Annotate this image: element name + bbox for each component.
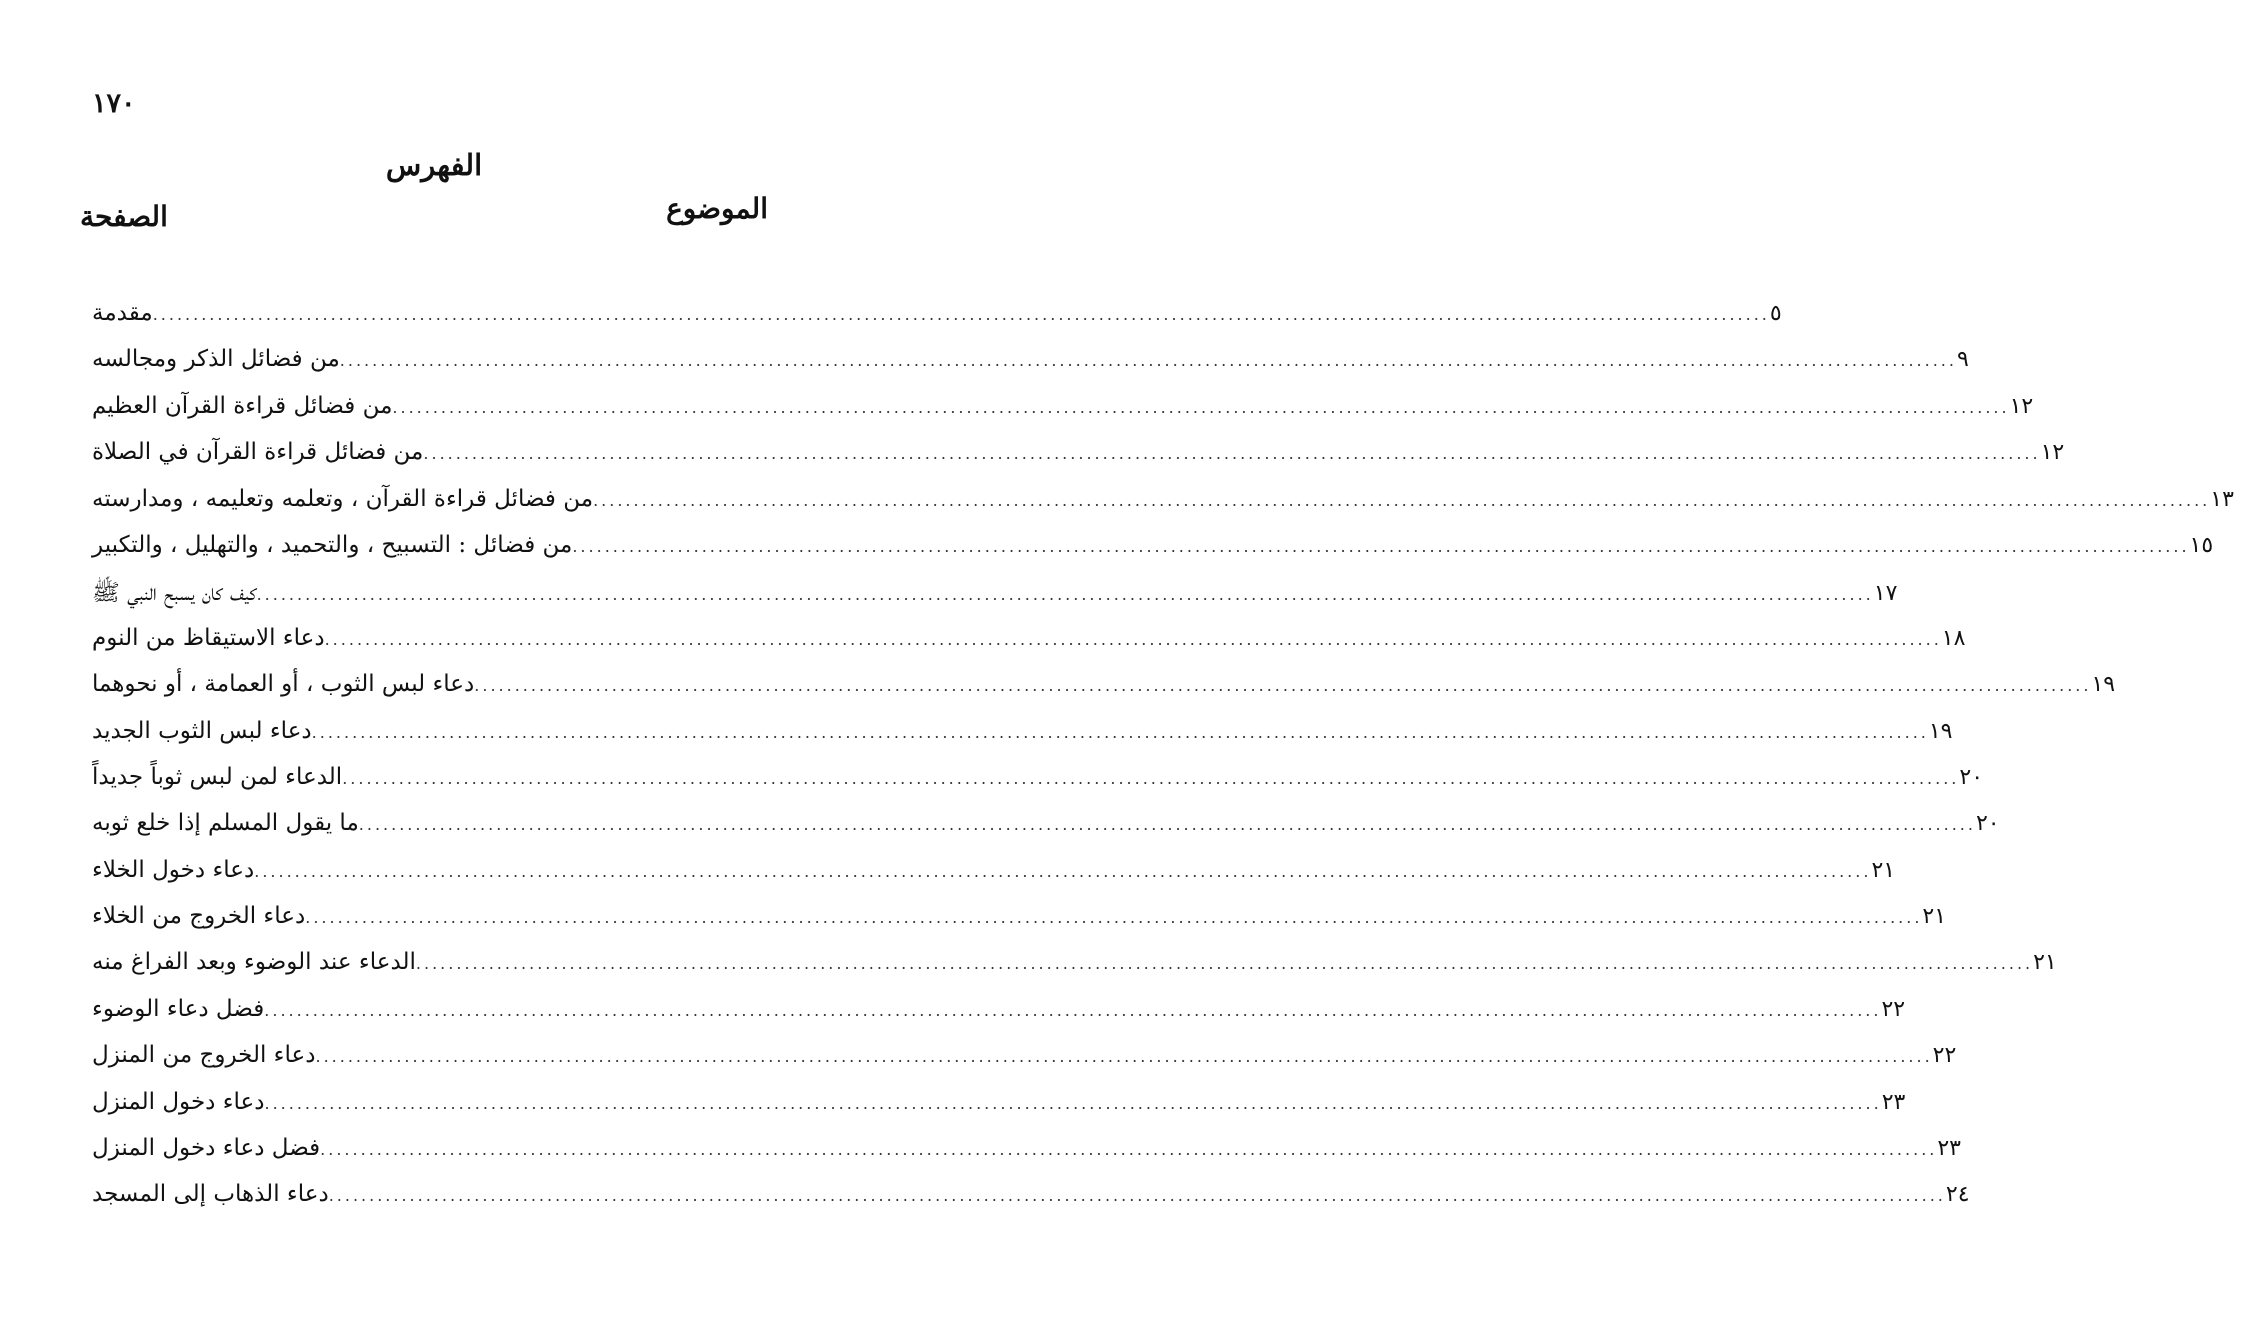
toc-entry-title: دعاء الخروج من المنزل [92,1042,316,1069]
toc-entry-page: ٩ [1956,347,1969,373]
toc-entry [82,995,1906,1042]
leader-dots: ........................................................................................................................................................................................................ [305,908,1923,928]
toc-entry-page: ٢٠ [1975,811,2000,837]
leader-dots: ........................................................................................................................................................................................................ [264,1093,1882,1113]
toc-entry [82,1181,1970,1227]
toc-entry-title: فضل دعاء الوضوء [92,995,265,1022]
toc-entry-title: دعاء دخول الخلاء [92,856,255,883]
leader-dots: ........................................................................................................................................................................................................ [593,490,2211,510]
toc-entry-title: دعاء الاستيقاظ من النوم [92,624,325,651]
toc-entry [82,624,1966,671]
toc-entry-page: ٢٣ [1881,1089,1906,1115]
page-number: ١٧٠ [92,88,136,119]
toc-entry [82,763,1984,810]
leader-dots: ........................................................................................................................................................................................................ [264,1000,1882,1020]
toc-entry [82,439,2065,485]
toc-entry-title: فضل دعاء دخول المنزل [92,1135,321,1162]
toc-entry-title: دعاء لبس الثوب ، أو العمامة ، أو نحوهما [92,671,475,698]
toc-entry [82,717,1953,764]
toc-entry [82,856,1896,903]
leader-dots: ........................................................................................................................................................................................................ [254,861,1872,881]
toc-entry [82,903,1947,949]
toc-entry-page: ١٨ [1941,625,1966,651]
leader-dots: ........................................................................................................................................................................................................ [342,768,1960,788]
toc-entry [82,671,2116,717]
toc-entry-title: دعاء لبس الثوب الجديد [92,717,312,744]
leader-dots: ........................................................................................................................................................................................................ [152,305,1770,324]
topic-column-header: الموضوع [666,192,768,225]
toc-entry-page: ٥ [1769,301,1782,326]
toc-entry-page: ٢٢ [1932,1043,1957,1069]
toc-entry [82,300,1782,346]
toc-entry-title: من فضائل : التسبيح ، والتحميد ، والتهليل ، والتكبير [92,531,573,558]
toc-entry [82,1135,1961,1181]
leader-dots: ........................................................................................................................................................................................................ [256,585,1874,605]
toc-entry [82,810,2000,856]
toc-entry-title: مقدمة [92,300,153,326]
toc-entry [82,531,2214,578]
leader-dots: ........................................................................................................................................................................................................ [311,722,1929,742]
toc-entry-page: ١٢ [2009,393,2034,419]
toc-entry-title: كيف كان يسبح النبي ﷺ [92,580,257,607]
toc-entry-page: ٢٣ [1937,1136,1961,1162]
leader-dots: ........................................................................................................................................................................................................ [392,397,2010,417]
toc-entry-page: ١٢ [2040,440,2065,466]
toc-entry [82,1042,1957,1088]
leader-dots: ........................................................................................................................................................................................................ [423,444,2041,464]
leader-dots: ........................................................................................................................................................................................................ [328,1186,1946,1206]
toc-entry [82,949,2057,995]
toc-entry-title: من فضائل الذكر ومجالسه [92,346,340,373]
leader-dots: ........................................................................................................................................................................................................ [320,1140,1938,1160]
toc-entry-title: دعاء الخروج من الخلاء [92,903,306,930]
page-column-header: الصفحة [80,200,168,233]
toc-entry-page: ٢٢ [1881,996,1906,1022]
leader-dots: ........................................................................................................................................................................................................ [339,351,1957,371]
toc-entry-page: ١٥ [2189,532,2214,558]
toc-entry-title: من فضائل قراءة القرآن العظيم [92,392,393,419]
index-title: الفهرس [385,148,483,182]
toc-entry [82,485,2234,532]
leader-dots: ........................................................................................................................................................................................................ [324,629,1942,649]
toc-entry-title: الدعاء عند الوضوء وبعد الفراغ منه [92,949,416,976]
toc-entry-title: من فضائل قراءة القرآن ، وتعلمه وتعليمه ، ومدارسته [92,485,594,512]
leader-dots: ........................................................................................................................................................................................................ [474,676,2092,696]
toc-entry-page: ١٧ [1873,581,1898,607]
toc-entry-title: من فضائل قراءة القرآن في الصلاة [92,439,424,466]
toc-entry-page: ١٣ [2210,486,2234,512]
toc-entry-page: ٢٤ [1945,1182,1970,1208]
toc-entry-title: دعاء الذهاب إلى المسجد [92,1181,329,1208]
leader-dots: ........................................................................................................................................................................................................ [572,536,2190,556]
toc-entry-page: ٢٠ [1959,764,1984,790]
toc-entry-page: ٢١ [2033,950,2057,976]
toc-entry [82,346,1969,392]
toc-entry-page: ١٩ [1928,718,1953,744]
table-of-contents [82,300,2234,1228]
leader-dots: ........................................................................................................................................................................................................ [415,954,2034,974]
leader-dots: ........................................................................................................................................................................................................ [358,815,1976,835]
toc-entry-page: ٢١ [1871,857,1896,883]
toc-entry-title: الدعاء لمن لبس ثوباً جديداً [92,763,343,790]
toc-entry-title: دعاء دخول المنزل [92,1088,265,1115]
toc-entry-page: ٢١ [1922,904,1947,930]
toc-entry-page: ١٩ [2091,672,2116,698]
toc-entry [82,1088,1906,1135]
toc-entry [82,578,1898,624]
toc-entry-title: ما يقول المسلم إذا خلع ثوبه [92,810,359,837]
leader-dots: ........................................................................................................................................................................................................ [315,1047,1933,1067]
toc-entry [82,392,2034,439]
